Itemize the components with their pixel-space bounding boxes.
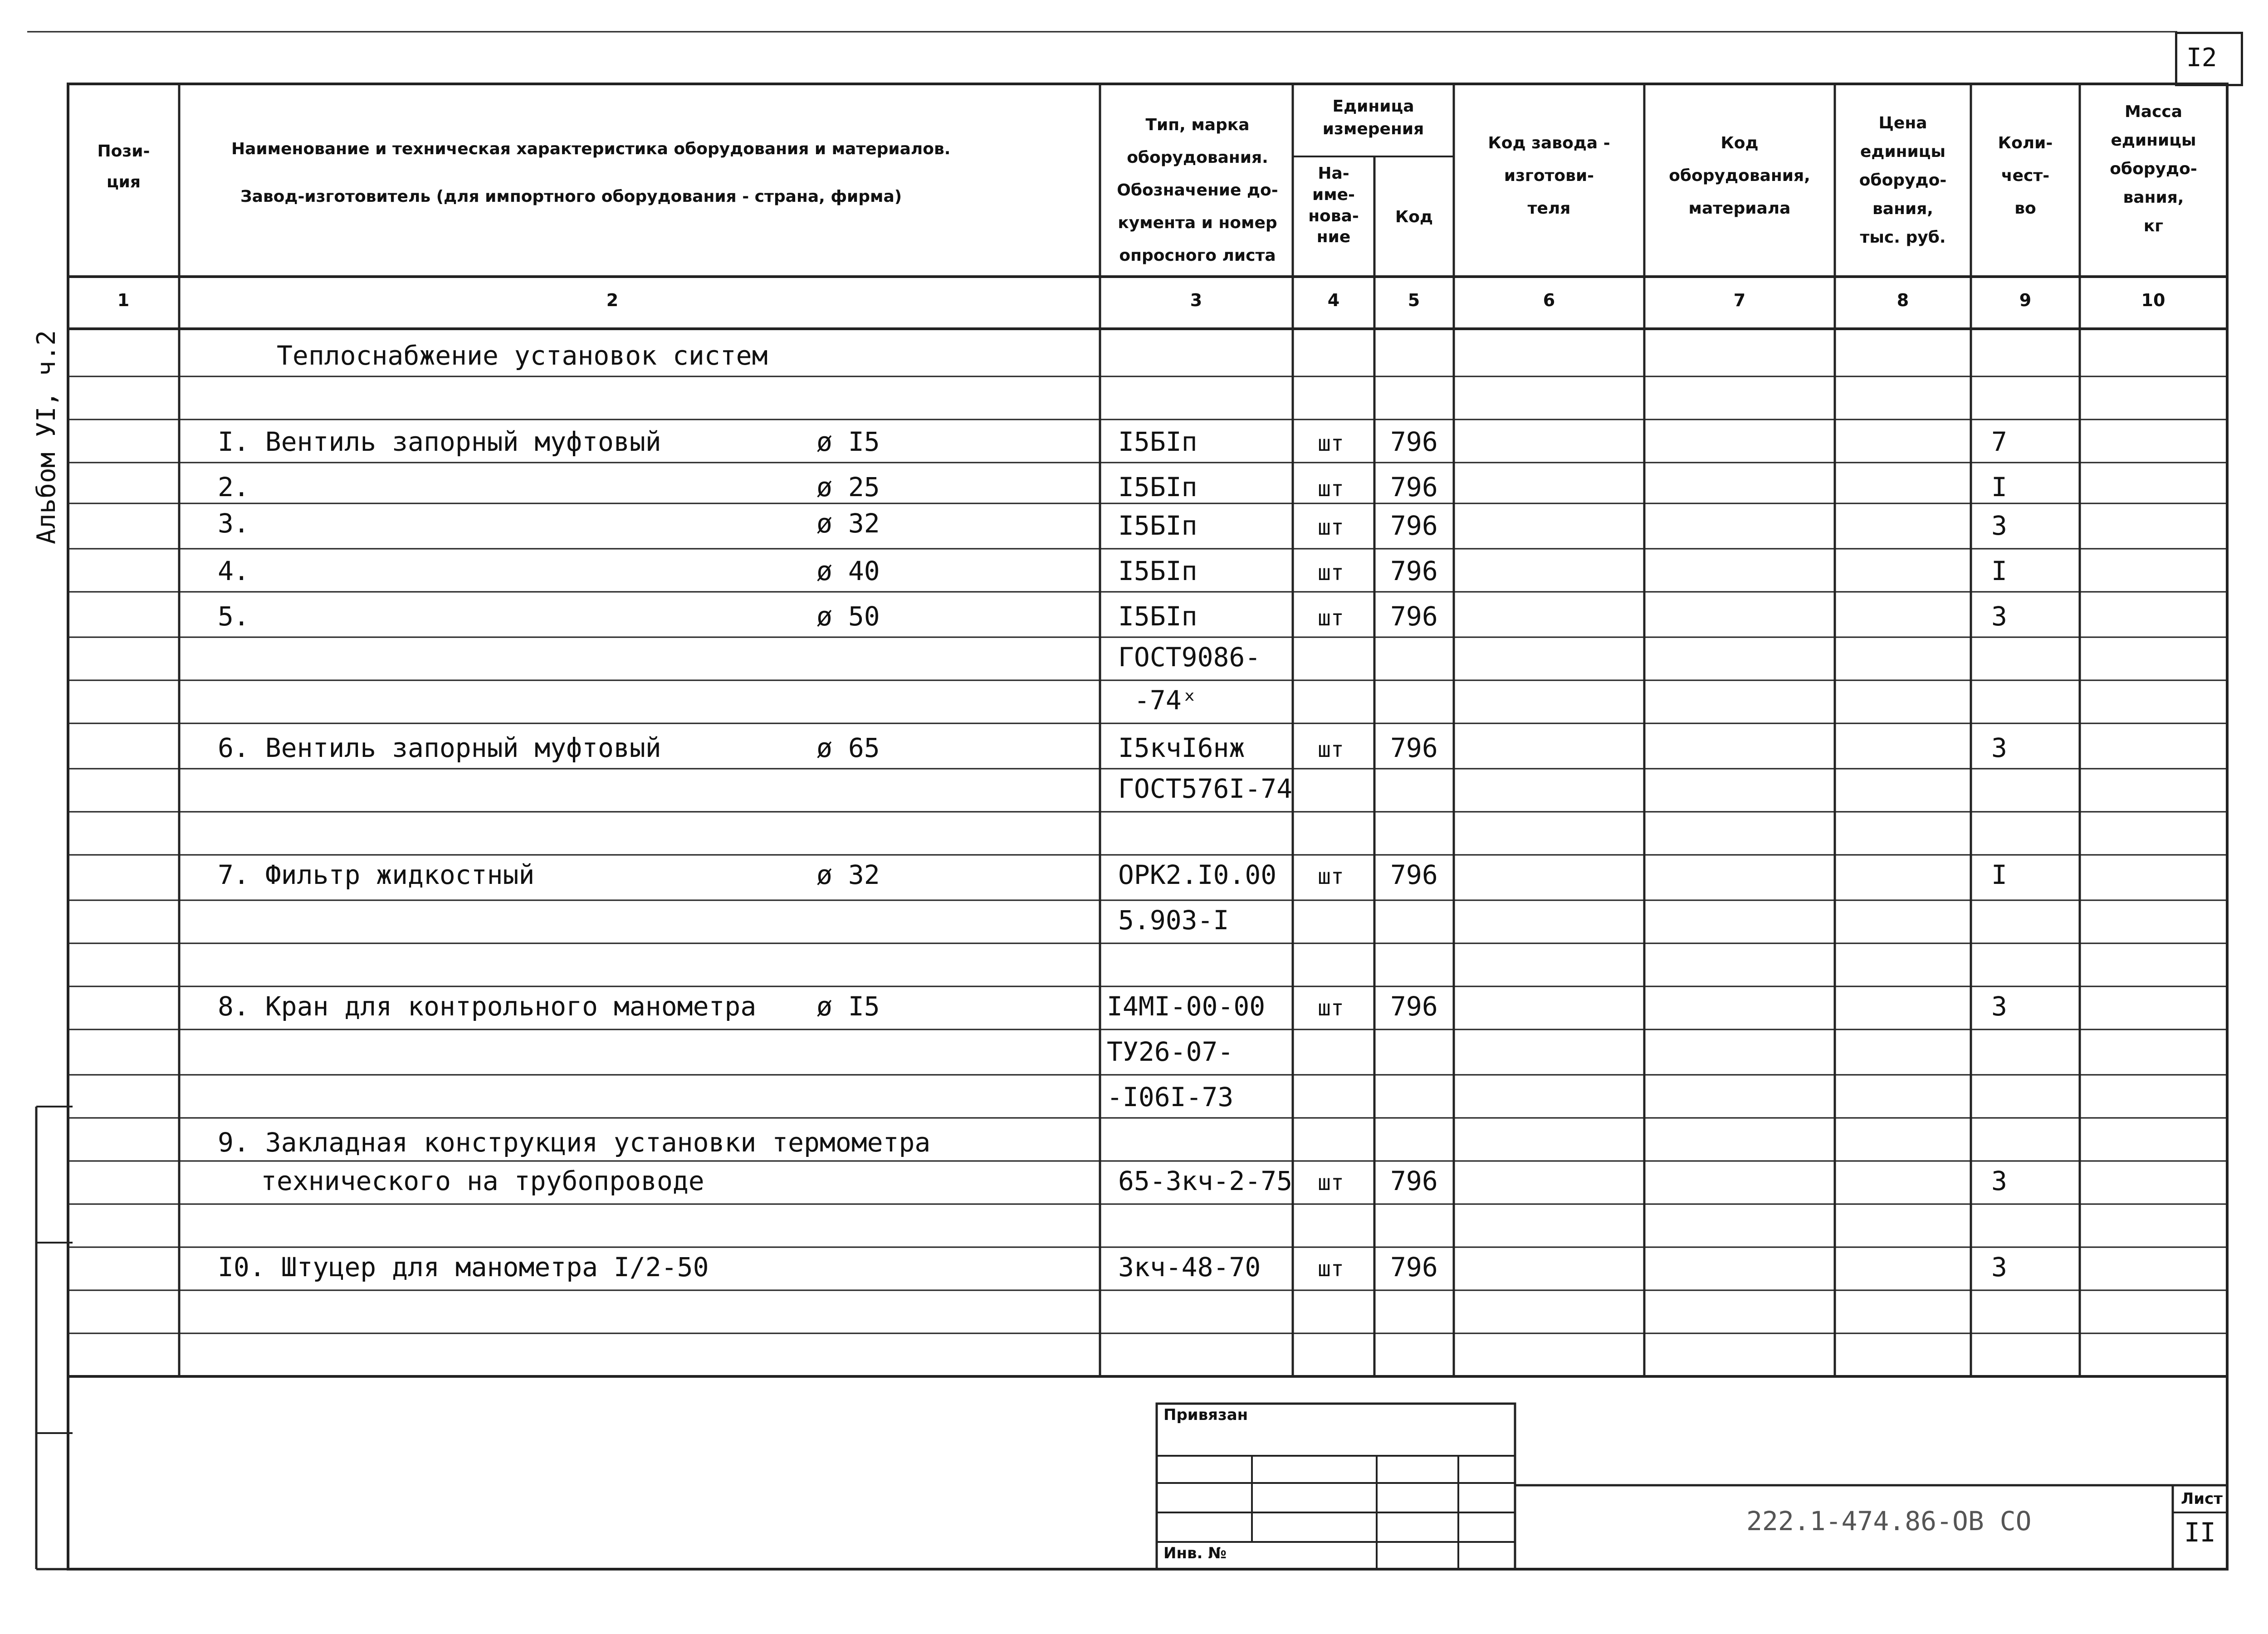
row-17-unit: шт: [1318, 1256, 1344, 1282]
album-label: Альбом УI, ч.2: [32, 330, 61, 544]
row-13-type: ТУ26-07-: [1107, 1036, 1234, 1067]
row-17-qty: 3: [1991, 1252, 2007, 1283]
row-8-type: I5кчI6нж: [1118, 732, 1245, 763]
page-number: I2: [2186, 43, 2217, 73]
row-16-code: 796: [1390, 1166, 1438, 1196]
header-name-line2: Завод-изготовитель (для импортного оборудования - страна, фирма): [240, 187, 902, 206]
row-1-code: 796: [1390, 426, 1438, 457]
row-6-type: ГОСТ9086-: [1118, 642, 1261, 673]
row-10-unit: шт: [1318, 864, 1344, 889]
row-1-qty: 7: [1991, 426, 2007, 457]
row-3-unit: шт: [1318, 515, 1344, 540]
row-3-code: 796: [1390, 510, 1438, 541]
row-16-unit: шт: [1318, 1170, 1344, 1195]
colnum-2: 2: [606, 290, 619, 310]
colnum-4: 4: [1327, 290, 1340, 310]
row-4-code: 796: [1390, 556, 1438, 586]
row-4-type: I5БIп: [1118, 556, 1198, 586]
row-5-code: 796: [1390, 601, 1438, 632]
stamp-privyazan: Привязан: [1163, 1406, 1248, 1424]
row-10-qty: I: [1991, 859, 2007, 890]
header-price: Цена единицы оборудо- вания, тыс. руб.: [1859, 114, 1947, 247]
row-5-name: 5.: [218, 601, 249, 632]
row-14-type: -I06I-73: [1107, 1082, 1234, 1112]
row-2-dia: ø 25: [816, 472, 880, 502]
header-name-line1: Наименование и техническая характеристика оборудования и материалов.: [231, 140, 951, 158]
row-4-dia: ø 40: [816, 556, 880, 586]
colnum-5: 5: [1408, 290, 1420, 310]
header-position: Пози- ция: [97, 142, 150, 192]
sheet-number: II: [2184, 1517, 2216, 1548]
row-1-type: I5БIп: [1118, 426, 1198, 457]
row-9-type: ГОСТ576I-74: [1118, 773, 1293, 804]
row-12-dia: ø I5: [816, 991, 880, 1022]
row-15-name: 9. Закладная конструкция установки термометра: [218, 1127, 931, 1158]
row-17-type: 3кч-48-70: [1118, 1252, 1261, 1283]
row-2-type: I5БIп: [1118, 472, 1198, 502]
row-8-code: 796: [1390, 732, 1438, 763]
row-10-dia: ø 32: [816, 859, 880, 890]
row-12-unit: шт: [1318, 995, 1344, 1021]
row-12-code: 796: [1390, 991, 1438, 1022]
header-unit-code: Код: [1395, 208, 1433, 226]
row-1-dia: ø I5: [816, 426, 880, 457]
row-3-type: I5БIп: [1118, 510, 1198, 541]
colnum-6: 6: [1543, 290, 1555, 310]
row-3-qty: 3: [1991, 510, 2007, 541]
header-unit-name: На- име- нова- ние: [1308, 164, 1359, 247]
row-2-unit: шт: [1318, 476, 1344, 502]
document-code: 222.1-474.86-ОВ СО: [1746, 1506, 2032, 1536]
section-title: Теплоснабжение установок систем: [277, 340, 768, 371]
row-4-unit: шт: [1318, 560, 1344, 585]
row-1-name: I. Вентиль запорный муфтовый: [218, 426, 661, 457]
row-3-name: 3.: [218, 508, 249, 539]
row-1-unit: шт: [1318, 431, 1344, 456]
row-2-qty: I: [1991, 472, 2007, 502]
row-2-code: 796: [1390, 472, 1438, 502]
header-type: Тип, марка оборудования. Обозначение до- кумента и номер опросного листа: [1117, 116, 1278, 265]
row-16-type: 65-3кч-2-75: [1118, 1166, 1293, 1196]
row-17-name: I0. Штуцер для манометра I/2-50: [218, 1252, 709, 1283]
row-17-code: 796: [1390, 1252, 1438, 1283]
row-5-type: I5БIп: [1118, 601, 1198, 632]
row-16-qty: 3: [1991, 1166, 2007, 1196]
colnum-8: 8: [1897, 290, 1909, 310]
row-10-code: 796: [1390, 859, 1438, 890]
row-3-dia: ø 32: [816, 508, 880, 539]
row-12-qty: 3: [1991, 991, 2007, 1022]
header-mass: Масса единицы оборудо- вания, кг: [2110, 102, 2197, 235]
row-11-type: 5.903-I: [1118, 905, 1229, 936]
header-equipment-code: Код оборудования, материала: [1669, 134, 1810, 218]
row-2-name: 2.: [218, 472, 249, 502]
row-12-type: I4МI-00-00: [1107, 991, 1266, 1022]
row-5-unit: шт: [1318, 605, 1344, 631]
header-quantity: Коли- чест- во: [1998, 134, 2053, 218]
row-4-qty: I: [1991, 556, 2007, 586]
stamp-inv: Инв. №: [1163, 1544, 1227, 1562]
sheet-label: Лист: [2181, 1490, 2223, 1508]
colnum-10: 10: [2141, 290, 2165, 310]
row-8-dia: ø 65: [816, 732, 880, 763]
row-10-type: ОРК2.I0.00: [1118, 859, 1277, 890]
row-5-dia: ø 50: [816, 601, 880, 632]
colnum-1: 1: [117, 290, 130, 310]
header-factory-code: Код завода - изготови- теля: [1488, 134, 1610, 218]
row-8-qty: 3: [1991, 732, 2007, 763]
row-5-qty: 3: [1991, 601, 2007, 632]
colnum-3: 3: [1190, 290, 1202, 310]
row-4-name: 4.: [218, 556, 249, 586]
row-12-name: 8. Кран для контрольного манометра: [218, 991, 757, 1022]
header-unit: Единица измерения: [1322, 97, 1424, 139]
row-16-name: технического на трубопроводе: [261, 1166, 704, 1196]
row-8-unit: шт: [1318, 737, 1344, 762]
row-10-name: 7. Фильтр жидкостный: [218, 859, 535, 890]
row-8-name: 6. Вентиль запорный муфтовый: [218, 732, 661, 763]
colnum-7: 7: [1733, 290, 1746, 310]
colnum-9: 9: [2019, 290, 2032, 310]
row-7-type: -74ˣ: [1134, 685, 1198, 716]
